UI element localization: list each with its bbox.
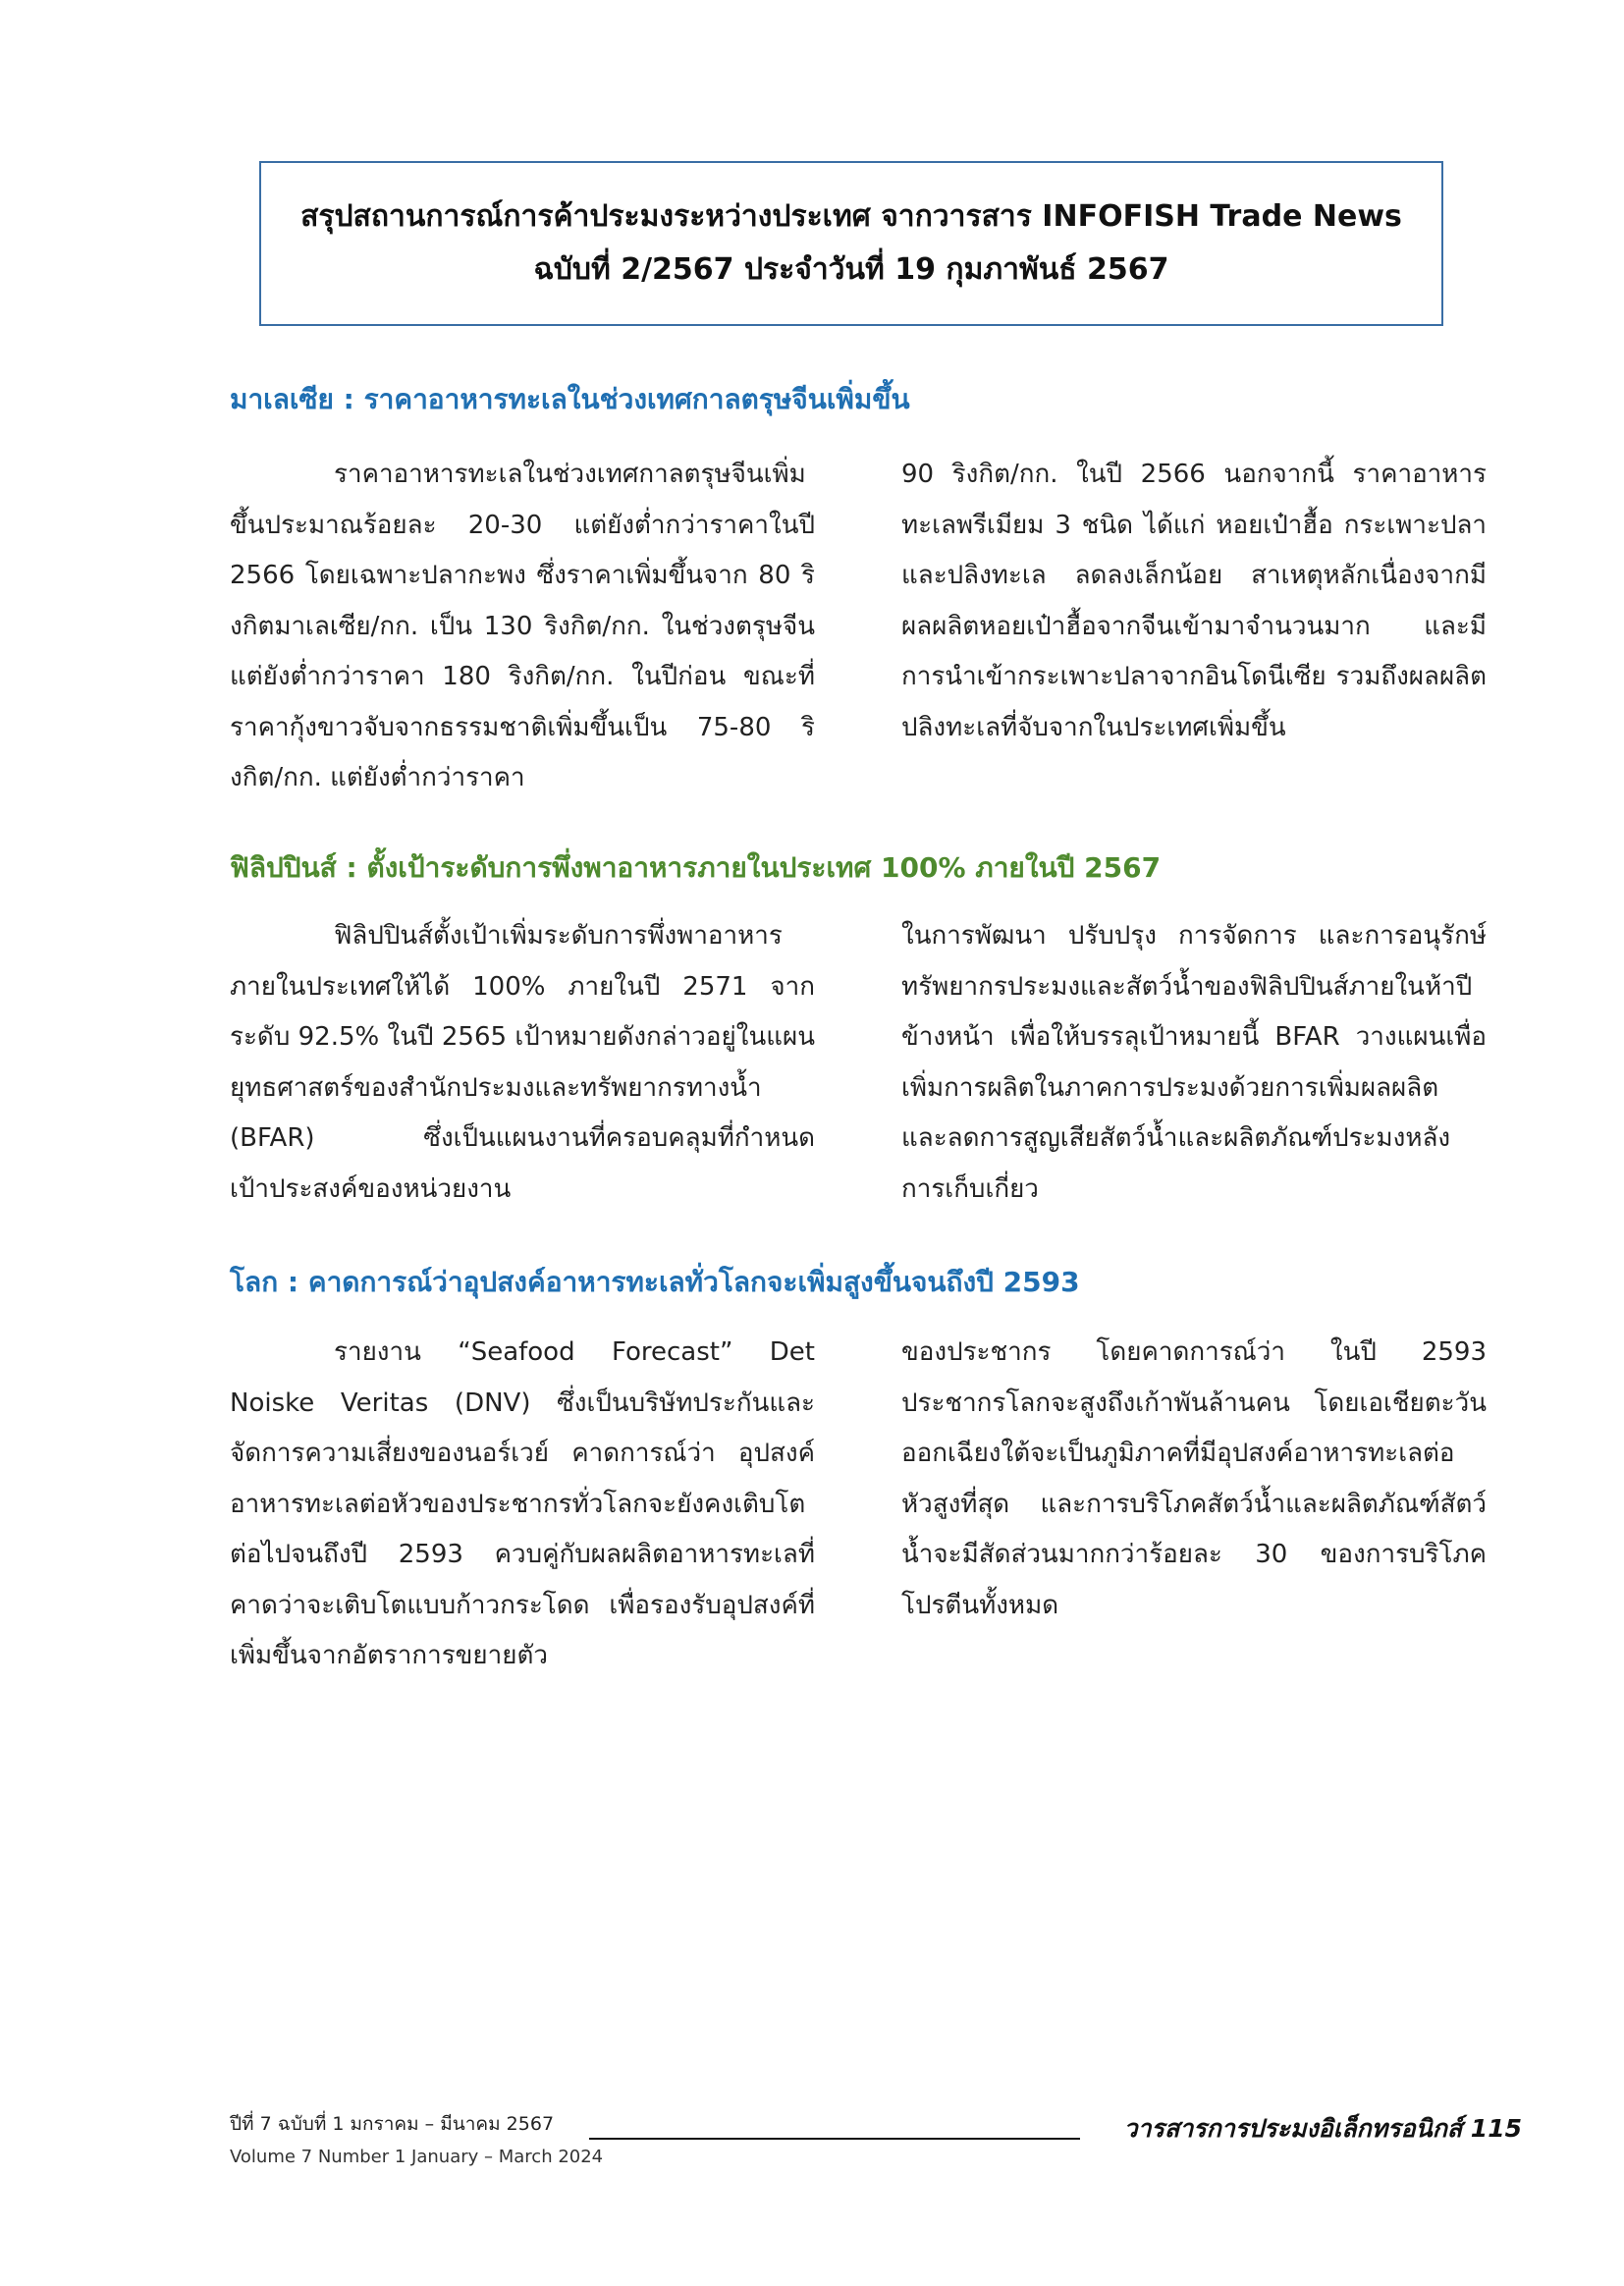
section-heading-world: โลก : คาดการณ์ว่าอุปสงค์อาหารทะเลทั่วโลกจะเพิ่มสูงขึ้นจนถึงปี 2593 [230,1266,1080,1298]
section-heading-malaysia: มาเลเซีย : ราคาอาหารทะเลในช่วงเทศกาลตรุษจีนเพิ่มขึ้น [230,383,910,415]
paragraph: ราคาอาหารทะเลในช่วงเทศกาลตรุษจีนเพิ่มขึ้นประมาณร้อยละ 20-30 แต่ยังต่ำกว่าราคาในปี 2566 โดยเฉพาะปลากะพง ซึ่งราคาเพิ่มขึ้นจาก 80 ริงกิตมาเลเซีย/กก. เป็น 130 ริงกิต/กก. ในช่วงตรุษจีน แต่ยังต่ำกว่าราคา 180 ริงกิต/กก. ในปีก่อน ขณะที่ราคากุ้งขาวจับจากธรรมชาติเพิ่มขึ้นเป็น 75-80 ริงกิต/กก. แต่ยังต่ำกว่าราคา [230,460,815,792]
section-heading-philippines: ฟิลิปปินส์ : ตั้งเป้าระดับการพึ่งพาอาหารภายในประเทศ 100% ภายในปี 2567 [230,851,1162,884]
section-philippines-col-right [901,911,1487,1215]
paragraph: 90 ริงกิต/กก. ในปี 2566 นอกจากนี้ ราคาอาหารทะเลพรีเมียม 3 ชนิด ได้แก่ หอยเป๋าฮื้อ กระเพาะปลา และปลิงทะเล ลดลงเล็กน้อย สาเหตุหลักเนื่องจากมีผลผลิตหอยเป๋าฮื้อจากจีนเข้ามาจำนวนมาก และมีการนำเข้ากระเพาะปลาจากอินโดนีเซีย รวมถึงผลผลิตปลิงทะเลที่จับจากในประเทศเพิ่มขึ้น [901,460,1487,742]
title-box [259,161,1443,326]
paragraph: ของประชากร โดยคาดการณ์ว่า ในปี 2593 ประชากรโลกจะสูงถึงเก้าพันล้านคน โดยเอเชียตะวันออกเฉียงใต้จะเป็นภูมิภาคที่มีอุปสงค์อาหารทะเลต่อหัวสูงที่สุด และการบริโภคสัตว์น้ำและผลิตภัณฑ์สัตว์น้ำจะมีสัดส่วนมากกว่าร้อยละ 30 ของการบริโภคโปรตีนทั้งหมด [901,1337,1487,1620]
paragraph: ในการพัฒนา ปรับปรุง การจัดการ และการอนุรักษ์ทรัพยากรประมงและสัตว์น้ำของฟิลิปปินส์ภายในห้าปีข้างหน้า เพื่อให้บรรลุเป้าหมายนี้ BFAR วางแผนเพื่อเพิ่มการผลิตในภาคการประมงด้วยการเพิ่มผลผลิต และลดการสูญเสียสัตว์น้ำและผลิตภัณฑ์ประมงหลังการเก็บเกี่ยว [901,921,1487,1204]
section-world-col-right [901,1328,1487,1631]
issue-date: ฉบับที่ 2/2567 ประจำวันที่ 19 กุมภาพันธ์ 2567 [533,252,1169,287]
section-malaysia-col-left [230,450,815,804]
section-world-col-left [230,1328,815,1682]
section-malaysia-col-right [901,450,1487,753]
page-title: สรุปสถานการณ์การค้าประมงระหว่างประเทศ จากวารสาร INFOFISH Trade News [300,199,1402,234]
section-philippines-col-left [230,911,815,1215]
footer-journal-name: วารสารการประมงอิเล็กทรอนิกส์ 115 [1123,2114,1522,2143]
footer-divider [589,2138,1080,2140]
paragraph: ฟิลิปปินส์ตั้งเป้าเพิ่มระดับการพึ่งพาอาหารภายในประเทศให้ได้ 100% ภายในปี 2571 จากระดับ 92.5% ในปี 2565 เป้าหมายดังกล่าวอยู่ในแผนยุทธศาสตร์ของสำนักประมงและทรัพยากรทางน้ำ (BFAR) ซึ่งเป็นแผนงานที่ครอบคลุมที่กำหนดเป้าประสงค์ของหน่วยงาน [230,921,815,1204]
footer-issue-english: Volume 7 Number 1 January – March 2024 [230,2147,604,2167]
paragraph: รายงาน “Seafood Forecast” Det Noiske Veritas (DNV) ซึ่งเป็นบริษัทประกันและจัดการความเสี่ยงของนอร์เวย์ คาดการณ์ว่า อุปสงค์อาหารทะเลต่อหัวของประชากรทั่วโลกจะยังคงเติบโตต่อไปจนถึงปี 2593 ควบคู่กับผลผลิตอาหารทะเลที่คาดว่าจะเติบโตแบบก้าวกระโดด เพื่อรองรับอุปสงค์ที่เพิ่มขึ้นจากอัตราการขยายตัว [230,1337,815,1670]
footer-issue-thai: ปีที่ 7 ฉบับที่ 1 มกราคม – มีนาคม 2567 [230,2113,555,2135]
